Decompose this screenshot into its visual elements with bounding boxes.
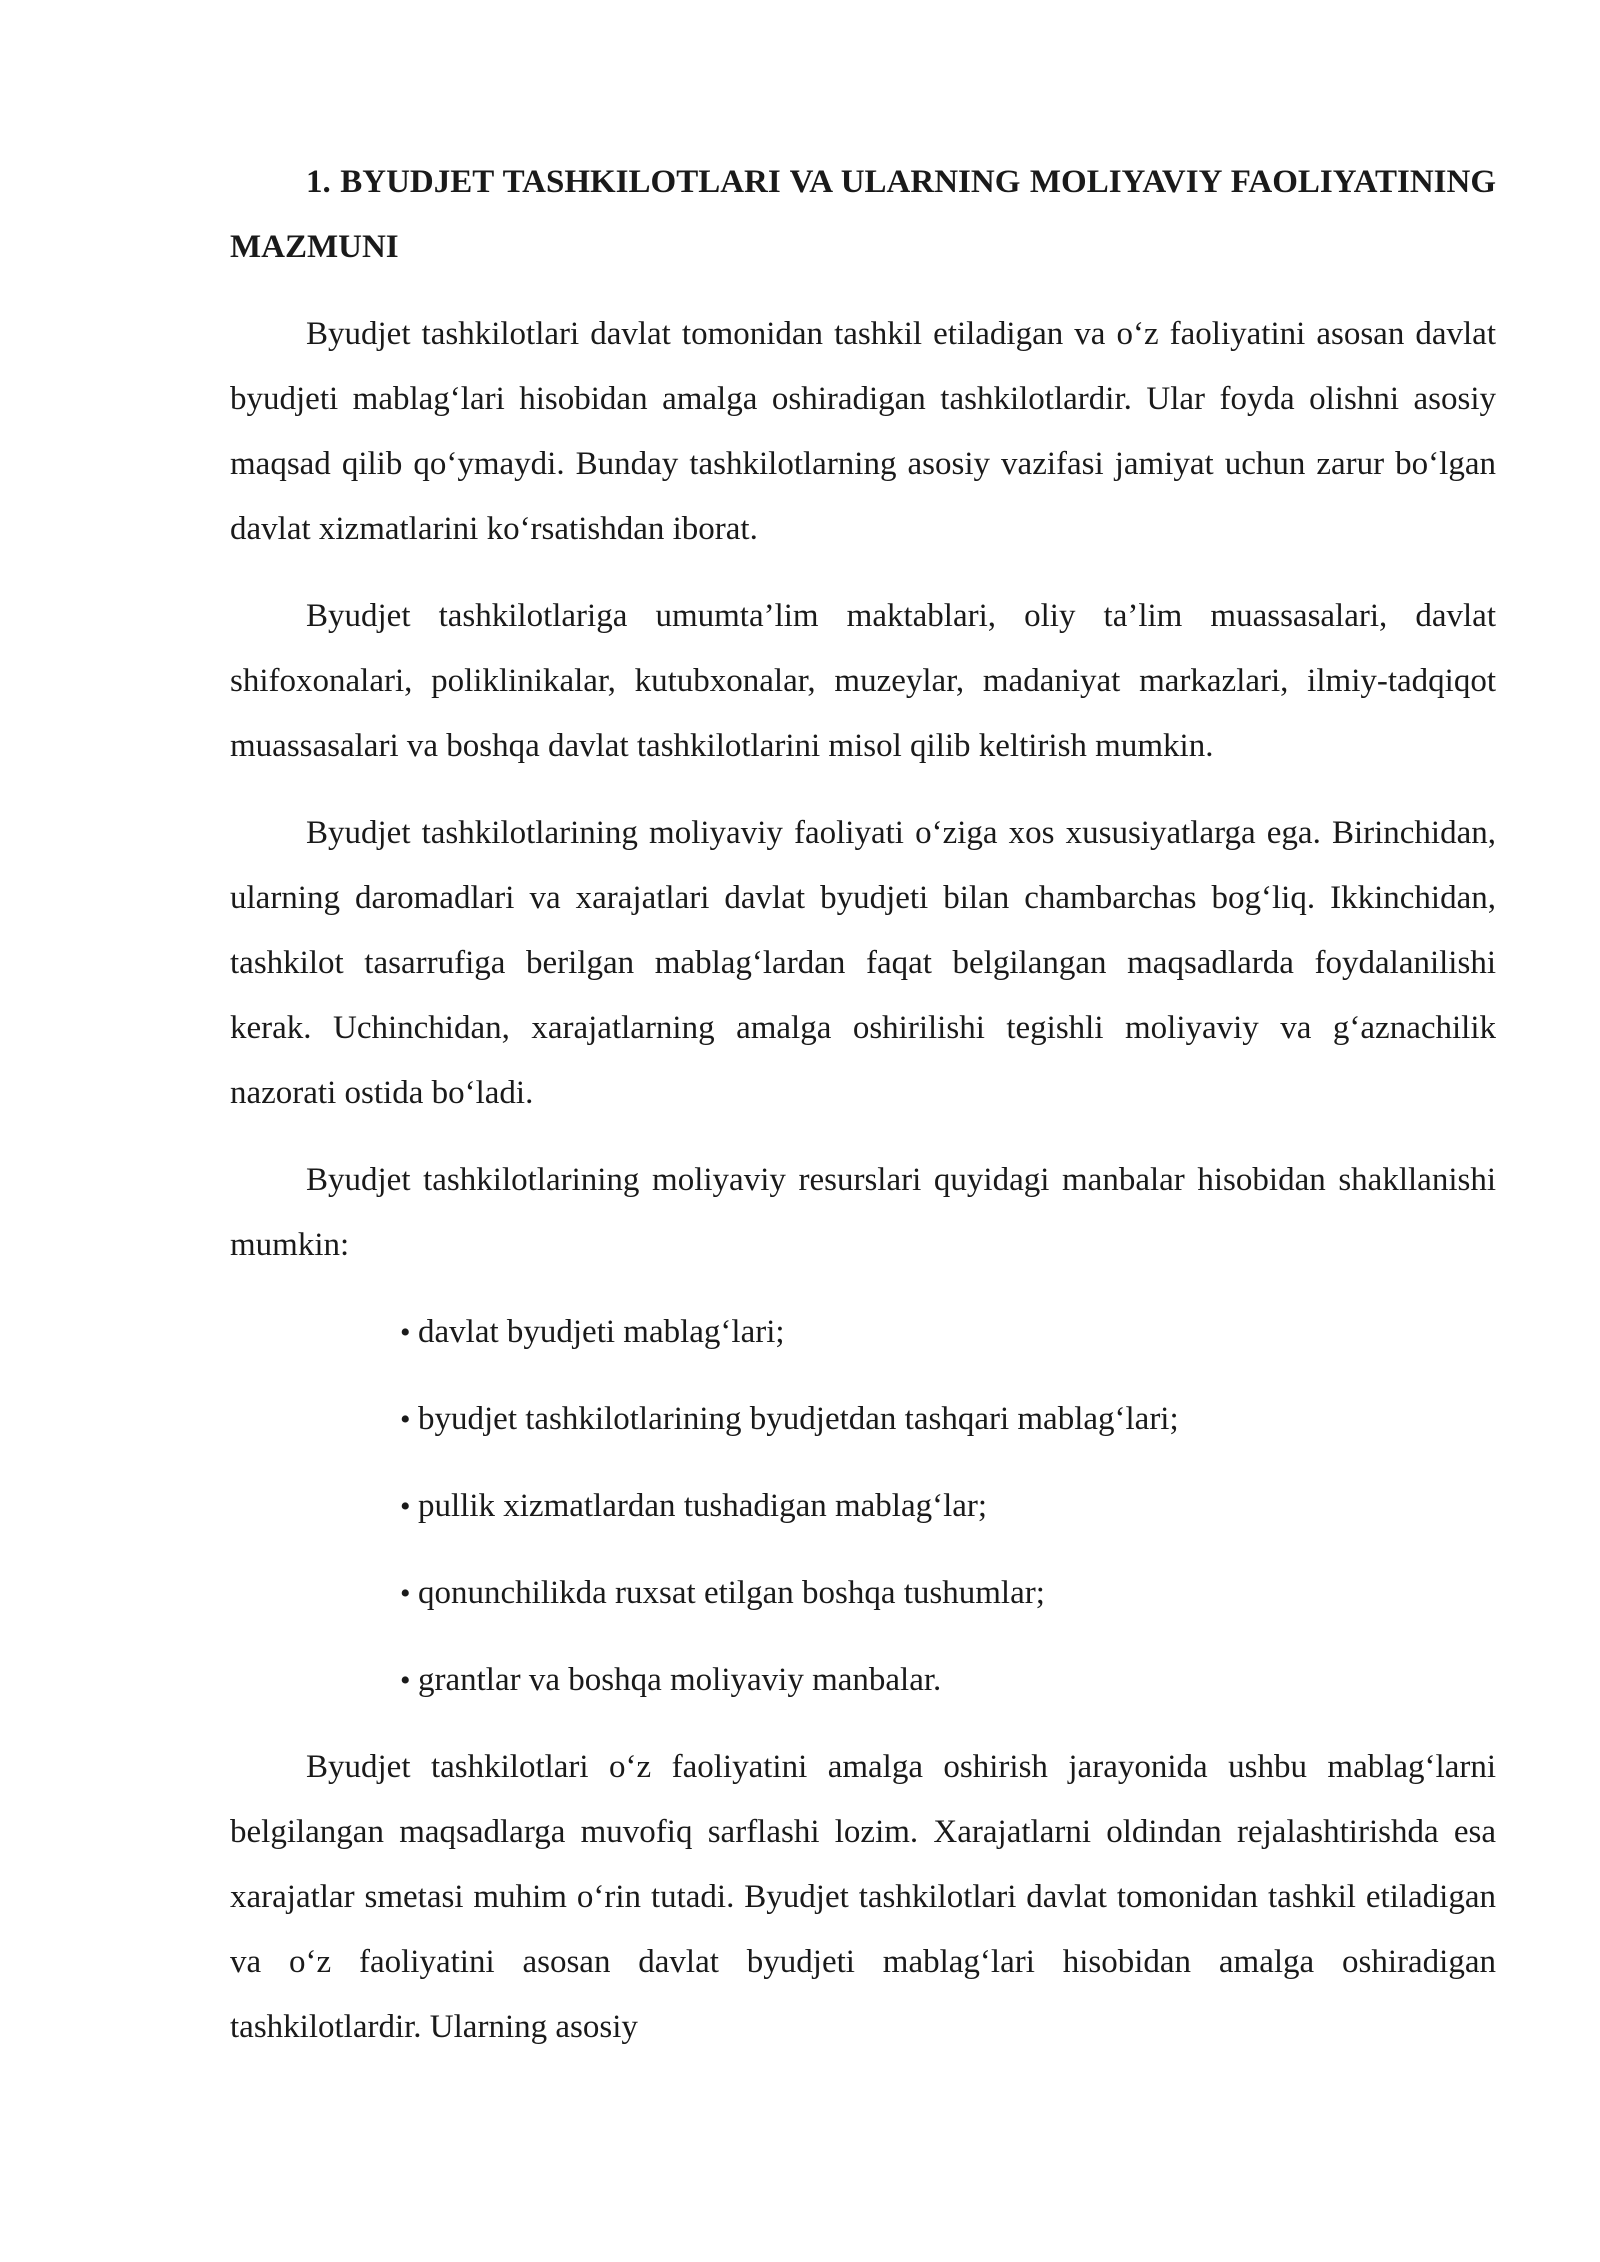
- paragraph-examples: Byudjet tashkilotlariga umumta’lim maktablari, oliy ta’lim muassasalari, davlat shifoxonalari, poliklinikalar, kutubxonalar, muzeylar, madaniyat markazlari, ilmiy-tadqiqot muassasalari va boshqa davlat tashkilotlarini misol qilib keltirish mumkin.: [230, 598, 1496, 764]
- list-item-text: davlat byudjeti mablag‘lari;: [418, 1314, 785, 1350]
- paragraph-definition: Byudjet tashkilotlari davlat tomonidan tashkil etiladigan va o‘z faoliyatini asosan davlat byudjeti mablag‘lari hisobidan amalga oshiradigan tashkilotlardir. Ular foyda olishni asosiy maqsad qilib qo‘ymaydi. Bunday tashkilotlarning asosiy vazifasi jamiyat uchun zarur bo‘lgan davlat xizmatlarini ko‘rsatishdan iborat.: [230, 316, 1496, 547]
- bullet-icon: •: [400, 1490, 411, 1523]
- list-item-text: qonunchilikda ruxsat etilgan boshqa tushumlar;: [418, 1575, 1045, 1611]
- bullet-icon: •: [400, 1664, 411, 1697]
- bullet-icon: •: [400, 1577, 411, 1610]
- list-item: [400, 1474, 1496, 1539]
- list-item-text: byudjet tashkilotlarining byudjetdan tashqari mablag‘lari;: [418, 1401, 1179, 1437]
- list-item: [400, 1648, 1496, 1713]
- list-item: [400, 1561, 1496, 1626]
- paragraph-spending: Byudjet tashkilotlari o‘z faoliyatini amalga oshirish jarayonida ushbu mablag‘larni belgilangan maqsadlarga muvofiq sarflashi lozim. Xarajatlarni oldindan rejalashtirishda esa xarajatlar smetasi muhim o‘rin tutadi. Byudjet tashkilotlari davlat tomonidan tashkil etiladigan va o‘z faoliyatini asosan davlat byudjeti mablag‘lari hisobidan amalga oshiradigan tashkilotlardir. Ularning asosiy: [230, 1749, 1496, 2045]
- list-item: [400, 1300, 1496, 1365]
- bullet-icon: •: [400, 1403, 411, 1436]
- list-item-text: pullik xizmatlardan tushadigan mablag‘lar;: [418, 1488, 988, 1524]
- paragraph-resources-intro: Byudjet tashkilotlarining moliyaviy resurslari quyidagi manbalar hisobidan shakllanishi mumkin:: [230, 1162, 1496, 1263]
- resource-list: [230, 1300, 1496, 1713]
- document-page: [230, 150, 1496, 2082]
- bullet-icon: •: [400, 1316, 411, 1349]
- list-item: [400, 1387, 1496, 1452]
- section-heading: 1. BYUDJET TASHKILOTLARI VA ULARNING MOLIYAVIY FAOLIYATINING MAZMUNI: [230, 164, 1496, 265]
- list-item-text: grantlar va boshqa moliyaviy manbalar.: [418, 1662, 942, 1698]
- paragraph-features: Byudjet tashkilotlarining moliyaviy faoliyati o‘ziga xos xususiyatlarga ega. Birinchidan, ularning daromadlari va xarajatlari davlat byudjeti bilan chambarchas bog‘liq. Ikkinchidan, tashkilot tasarrufiga berilgan mablag‘lardan faqat belgilangan maqsadlarda foydalanilishi kerak. Uchinchidan, xarajatlarning amalga oshirilishi tegishli moliyaviy va g‘aznachilik nazorati ostida bo‘ladi.: [230, 815, 1496, 1111]
